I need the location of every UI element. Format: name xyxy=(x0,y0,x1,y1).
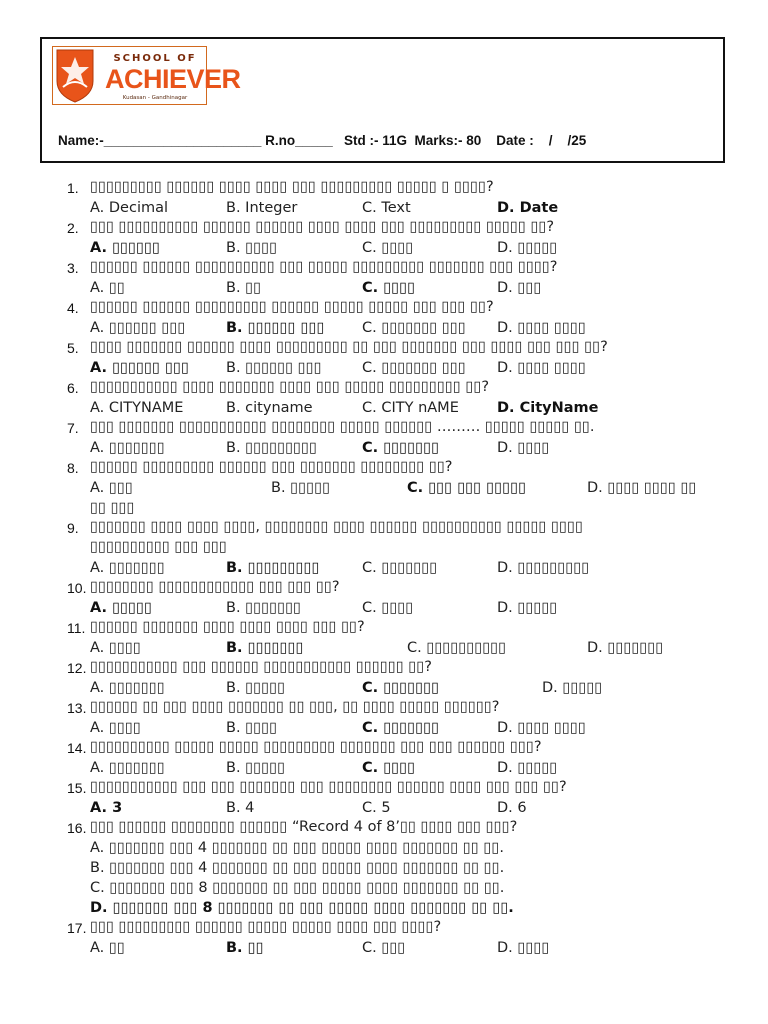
option-letter: A. xyxy=(90,480,109,496)
option-letter: A. xyxy=(90,280,109,296)
option-d xyxy=(587,480,696,496)
option-text: ▯▯ xyxy=(247,940,264,956)
option-text: Decimal xyxy=(108,200,169,216)
question-text: ▯▯▯▯▯▯▯▯▯▯▯ ▯▯▯▯ ▯▯▯▯▯▯▯ ▯▯▯▯ ▯▯▯ ▯▯▯▯▯ ▯▯▯▯▯▯▯▯▯ ▯▯? xyxy=(90,379,490,395)
option-letter: C. xyxy=(407,640,427,656)
question-number: 7. xyxy=(67,420,79,436)
option-text: ▯▯▯▯ ▯▯▯▯ xyxy=(517,320,586,336)
option-a xyxy=(90,640,141,656)
question-number: 2. xyxy=(67,220,79,236)
option-b xyxy=(226,320,324,336)
option-text: ▯▯▯▯▯▯▯▯▯ xyxy=(245,440,317,456)
option-letter: D. xyxy=(497,440,518,456)
option-b xyxy=(226,800,254,816)
option-c xyxy=(362,600,413,616)
question-text: ▯▯▯▯▯▯ ▯▯▯▯▯▯▯ ▯▯▯▯ ▯▯▯▯ ▯▯▯▯ ▯▯▯ ▯▯? xyxy=(90,619,365,635)
question-number: 13. xyxy=(67,700,87,716)
option-text: ▯▯▯▯▯▯▯ xyxy=(383,440,440,456)
option-a xyxy=(90,680,165,696)
option-c xyxy=(362,680,439,696)
option-b xyxy=(226,360,322,376)
option-d xyxy=(497,940,549,956)
option-c xyxy=(362,940,405,956)
option-text: ▯▯▯▯ xyxy=(108,720,141,736)
question-number: 8. xyxy=(67,460,79,476)
option-letter: B. xyxy=(226,800,246,816)
option-d xyxy=(497,400,598,416)
option-letter: A. xyxy=(90,840,109,856)
option-letter: B. xyxy=(226,940,248,956)
question-text: ▯▯▯▯▯▯▯▯▯▯ ▯▯▯▯▯ ▯▯▯▯▯ ▯▯▯▯▯▯▯▯▯ ▯▯▯▯▯▯▯ ▯▯▯ ▯▯▯ ▯▯▯▯▯▯ ▯▯▯? xyxy=(90,739,542,755)
option-a xyxy=(90,940,125,956)
option-text: Text xyxy=(381,200,411,216)
option-d xyxy=(497,440,549,456)
option-c xyxy=(362,360,466,376)
option-text: ▯▯▯▯▯▯▯ xyxy=(108,760,165,776)
option-letter: B. xyxy=(226,720,246,736)
question-text: ▯▯▯ ▯▯▯▯▯▯ ▯▯▯▯▯▯▯▯ ▯▯▯▯▯▯ “Record 4 of 8’▯▯ ▯▯▯▯ ▯▯▯ ▯▯▯? xyxy=(90,819,518,835)
option-text: ▯▯▯▯▯ xyxy=(245,680,286,696)
option-letter: A. xyxy=(90,200,109,216)
option-letter: D. xyxy=(497,760,518,776)
option-text: CITYNAME xyxy=(108,400,184,416)
option-text: ▯▯▯▯ xyxy=(381,240,414,256)
option-text: ▯▯▯▯▯▯▯▯▯ xyxy=(517,560,590,576)
option-letter: D. xyxy=(587,640,608,656)
question-number: 1. xyxy=(67,180,79,196)
option-letter: C. xyxy=(362,440,384,456)
option-letter: A. xyxy=(90,600,113,616)
option-a xyxy=(90,200,168,216)
option-letter: A. xyxy=(90,760,109,776)
option-b xyxy=(271,480,330,496)
option-d xyxy=(497,320,586,336)
option-text: ▯▯ xyxy=(108,940,125,956)
option-text: ▯▯▯▯▯ xyxy=(562,680,603,696)
option-b xyxy=(226,640,303,656)
question-text: ▯▯▯▯▯▯▯▯▯▯▯ ▯▯▯ ▯▯▯▯▯▯ ▯▯▯▯▯▯▯▯▯▯▯ ▯▯▯▯▯▯ ▯▯? xyxy=(90,659,432,675)
option-letter: A. xyxy=(90,720,109,736)
question-number: 12. xyxy=(67,660,87,676)
option-text: ▯▯▯▯▯ xyxy=(290,480,331,496)
option-b xyxy=(226,400,313,416)
option-letter: D. xyxy=(497,940,518,956)
option-c xyxy=(362,760,415,776)
question-text: ▯▯▯▯▯▯▯▯▯ ▯▯▯▯▯▯ ▯▯▯▯ ▯▯▯▯ ▯▯▯ ▯▯▯▯▯▯▯▯▯ ▯▯▯▯▯ ▯ ▯▯▯▯? xyxy=(90,179,494,195)
option-text: ▯▯▯▯▯▯ ▯▯▯ xyxy=(245,360,322,376)
option-letter: D. xyxy=(497,400,520,416)
question-text-continued: ▯▯▯▯▯▯▯▯▯▯ ▯▯▯ ▯▯▯ xyxy=(90,539,227,555)
header-box xyxy=(40,37,725,163)
option-letter: B. xyxy=(226,240,246,256)
option-c xyxy=(362,800,391,816)
option-letter: C. xyxy=(362,720,384,736)
option-a xyxy=(90,720,141,736)
option-c xyxy=(407,480,526,496)
option-c xyxy=(362,240,413,256)
option-text: ▯▯▯▯▯ xyxy=(112,600,152,616)
option-letter: B. xyxy=(226,600,246,616)
option-letter: A. xyxy=(90,360,113,376)
question-text: ▯▯▯▯▯▯▯▯▯▯▯ ▯▯▯ ▯▯▯ ▯▯▯▯▯▯▯ ▯▯▯ ▯▯▯▯▯▯▯▯ ▯▯▯▯▯▯ ▯▯▯▯ ▯▯▯ ▯▯▯ ▯▯? xyxy=(90,779,567,795)
logo-school-of: SCHOOL OF xyxy=(113,53,197,64)
option-a xyxy=(90,760,165,776)
option-b xyxy=(226,600,301,616)
option-letter: C. xyxy=(362,800,382,816)
option-b xyxy=(226,240,277,256)
question-text: ▯▯▯▯▯▯ ▯▯ ▯▯▯ ▯▯▯▯ ▯▯▯▯▯▯▯ ▯▯ ▯▯▯, ▯▯ ▯▯▯▯ ▯▯▯▯▯ ▯▯▯▯▯▯? xyxy=(90,699,500,715)
option-letter: C. xyxy=(362,200,382,216)
question-number: 4. xyxy=(67,300,79,316)
option-text: ▯▯▯▯▯ xyxy=(517,760,558,776)
option-text: ▯▯▯▯ xyxy=(245,720,278,736)
option-d xyxy=(587,640,663,656)
option-text: Integer xyxy=(245,200,298,216)
option-letter: D. xyxy=(497,560,518,576)
option-text: Date xyxy=(519,200,559,216)
option-c xyxy=(362,440,439,456)
option-b xyxy=(226,760,285,776)
option-text: ▯▯▯ xyxy=(381,940,406,956)
option-text: ▯▯ xyxy=(108,280,125,296)
option-letter: B. xyxy=(271,480,291,496)
student-info-line: Name:-_____________________ R.no_____ Std :- 11G Marks:- 80 Date : / /25 xyxy=(58,133,587,148)
option-text: ▯▯▯▯ ▯▯▯▯ xyxy=(517,720,586,736)
option-text: ▯▯ xyxy=(245,280,262,296)
option-letter: C. xyxy=(90,880,110,896)
option-text: ▯▯▯▯▯▯▯ xyxy=(108,440,165,456)
option-text: ▯▯▯▯ xyxy=(383,280,416,296)
question-number: 15. xyxy=(67,780,87,796)
option-letter: A. xyxy=(90,440,109,456)
option-letter: C. xyxy=(362,320,382,336)
option-d xyxy=(542,680,602,696)
option-letter: C. xyxy=(362,600,382,616)
option-text: ▯▯▯▯▯▯▯▯▯▯ xyxy=(426,640,507,656)
option-text: ▯▯▯▯▯▯▯ ▯▯▯ xyxy=(381,320,466,336)
option-letter: D. xyxy=(587,480,608,496)
option-text: ▯▯▯▯▯▯▯ ▯▯▯ 8 ▯▯▯▯▯▯▯ ▯▯ ▯▯▯ ▯▯▯▯▯ ▯▯▯▯ ▯▯▯▯▯▯▯ ▯▯ ▯▯. xyxy=(112,900,514,916)
option-c xyxy=(407,640,506,656)
option-letter: C. xyxy=(362,940,382,956)
option-text: ▯▯▯▯▯▯▯ xyxy=(247,640,304,656)
option-letter: B. xyxy=(226,560,248,576)
option-letter: D. xyxy=(497,360,518,376)
option-b xyxy=(226,440,317,456)
option-text: ▯▯▯▯ xyxy=(517,440,550,456)
option-letter: D. xyxy=(90,900,113,916)
option-a xyxy=(90,440,165,456)
option-letter: B. xyxy=(226,680,246,696)
option-text: 3 xyxy=(112,800,123,816)
question-text: ▯▯▯ ▯▯▯▯▯▯▯▯▯▯ ▯▯▯▯▯▯ ▯▯▯▯▯▯ ▯▯▯▯ ▯▯▯▯ ▯▯▯ ▯▯▯▯▯▯▯▯▯ ▯▯▯▯▯ ▯▯? xyxy=(90,219,555,235)
option-text: ▯▯▯▯ xyxy=(245,240,278,256)
option-a xyxy=(90,600,152,616)
logo-achiever: ACHIEVER xyxy=(105,64,241,94)
question-number: 9. xyxy=(67,520,79,536)
option-letter: A. xyxy=(90,680,109,696)
question-text: ▯▯▯▯▯▯ ▯▯▯▯▯▯ ▯▯▯▯▯▯▯▯▯ ▯▯▯▯▯▯ ▯▯▯▯▯ ▯▯▯▯▯ ▯▯▯ ▯▯▯ ▯▯? xyxy=(90,299,494,315)
option-letter: B. xyxy=(226,280,246,296)
option-letter: B. xyxy=(226,440,246,456)
option-text: ▯▯▯▯▯▯▯ ▯▯▯ 4 ▯▯▯▯▯▯▯ ▯▯ ▯▯▯ ▯▯▯▯▯ ▯▯▯▯ ▯▯▯▯▯▯▯ ▯▯ ▯▯. xyxy=(109,860,505,876)
question-text: ▯▯▯▯▯▯▯▯ ▯▯▯▯▯▯▯▯▯▯▯▯ ▯▯▯ ▯▯▯ ▯▯? xyxy=(90,579,340,595)
option-letter: C. xyxy=(362,680,384,696)
question-text: ▯▯▯▯ ▯▯▯▯▯▯▯ ▯▯▯▯▯▯ ▯▯▯▯ ▯▯▯▯▯▯▯▯▯ ▯▯ ▯▯▯ ▯▯▯▯▯▯▯ ▯▯▯ ▯▯▯▯ ▯▯▯ ▯▯▯ ▯▯? xyxy=(90,339,608,355)
option-d xyxy=(497,360,586,376)
option-letter: D. xyxy=(497,720,518,736)
option-letter: D. xyxy=(497,280,518,296)
option-letter: C. xyxy=(407,480,429,496)
option-text: ▯▯▯▯▯▯ xyxy=(112,240,160,256)
question-number: 16. xyxy=(67,820,87,836)
option-text: ▯▯▯▯▯▯ ▯▯▯ xyxy=(108,320,186,336)
option-d xyxy=(497,800,527,816)
question-number: 14. xyxy=(67,740,87,756)
option-text: 4 xyxy=(245,800,255,816)
option-letter: A. xyxy=(90,640,109,656)
option-a xyxy=(90,320,185,336)
option-text: ▯▯▯▯▯ xyxy=(517,240,558,256)
option-text: ▯▯▯▯▯▯▯ ▯▯▯ 4 ▯▯▯▯▯▯▯ ▯▯ ▯▯▯ ▯▯▯▯▯ ▯▯▯▯ ▯▯▯▯▯▯▯ ▯▯ ▯▯. xyxy=(108,840,504,856)
option-a xyxy=(90,280,125,296)
option-c xyxy=(362,280,415,296)
option-c xyxy=(362,400,459,416)
question-number: 6. xyxy=(67,380,79,396)
option-b xyxy=(226,680,285,696)
option-letter: C. xyxy=(362,760,384,776)
option-letter: A. xyxy=(90,400,109,416)
option-text: ▯▯▯▯▯▯▯ xyxy=(108,560,165,576)
option-text: ▯▯▯▯▯▯▯ xyxy=(245,600,302,616)
option-text: ▯▯▯▯▯▯ ▯▯▯ xyxy=(247,320,325,336)
option-letter: A. xyxy=(90,320,109,336)
option-letter: D. xyxy=(542,680,563,696)
option-letter: D. xyxy=(497,600,518,616)
option-c xyxy=(362,200,411,216)
question-text: ▯▯▯ ▯▯▯▯▯▯▯ ▯▯▯▯▯▯▯▯▯▯▯ ▯▯▯▯▯▯▯▯ ▯▯▯▯▯ ▯▯▯▯▯▯ ……… ▯▯▯▯▯ ▯▯▯▯▯ ▯▯. xyxy=(90,419,595,435)
option-c xyxy=(90,880,504,896)
option-letter: C. xyxy=(362,280,384,296)
option-d xyxy=(497,720,586,736)
option-a xyxy=(90,560,165,576)
option-text: ▯▯▯▯ ▯▯▯▯ ▯▯ xyxy=(607,480,697,496)
option-text: ▯▯▯▯ ▯▯▯▯ xyxy=(517,360,586,376)
option-b xyxy=(226,560,319,576)
question-number: 5. xyxy=(67,340,79,356)
option-letter: A. xyxy=(90,800,113,816)
option-text: ▯▯▯▯ xyxy=(383,760,416,776)
option-letter: D. xyxy=(497,240,518,256)
option-text: ▯▯▯ xyxy=(517,280,542,296)
option-letter: A. xyxy=(90,940,109,956)
option-letter: B. xyxy=(226,640,248,656)
question-text: ▯▯▯ ▯▯▯▯▯▯▯▯▯ ▯▯▯▯▯▯ ▯▯▯▯▯ ▯▯▯▯▯ ▯▯▯▯ ▯▯▯ ▯▯▯▯? xyxy=(90,919,442,935)
option-letter: C. xyxy=(362,240,382,256)
option-text: 5 xyxy=(381,800,391,816)
option-b xyxy=(226,280,261,296)
option-a xyxy=(90,240,160,256)
option-a xyxy=(90,800,122,816)
logo-location: Kudasan - Gandhinagar xyxy=(122,95,188,101)
option-text: ▯▯▯▯▯▯▯ xyxy=(383,680,440,696)
option-letter: A. xyxy=(90,560,109,576)
option-text: ▯▯▯▯▯ xyxy=(517,600,558,616)
option-b xyxy=(226,200,297,216)
option-text: ▯▯▯▯▯ xyxy=(245,760,286,776)
option-text: ▯▯▯▯▯▯▯ xyxy=(381,560,438,576)
option-a xyxy=(90,400,183,416)
option-text: ▯▯▯▯▯▯ ▯▯▯ xyxy=(112,360,189,376)
option-a xyxy=(90,480,133,496)
option-letter: B. xyxy=(226,320,248,336)
school-logo xyxy=(52,46,241,105)
option-a xyxy=(90,840,504,856)
option-d xyxy=(497,600,557,616)
option-text: ▯▯▯ ▯▯▯ ▯▯▯▯▯ xyxy=(428,480,527,496)
option-letter: D. xyxy=(497,800,518,816)
option-c xyxy=(362,720,439,736)
option-text: ▯▯▯▯▯▯▯ ▯▯▯ xyxy=(381,360,466,376)
option-text: CITY nAME xyxy=(381,400,459,416)
option-a xyxy=(90,360,189,376)
option-d xyxy=(90,900,514,916)
shield-emblem-icon xyxy=(53,47,98,104)
option-c xyxy=(362,320,466,336)
option-text: ▯▯▯▯ xyxy=(108,640,141,656)
option-letter: C. xyxy=(362,560,382,576)
option-letter: D. xyxy=(497,200,520,216)
option-text: ▯▯▯▯▯▯▯▯▯ xyxy=(247,560,320,576)
question-text: ▯▯▯▯▯▯ ▯▯▯▯▯▯ ▯▯▯▯▯▯▯▯▯▯ ▯▯▯ ▯▯▯▯▯ ▯▯▯▯▯▯▯▯▯ ▯▯▯▯▯▯▯ ▯▯▯ ▯▯▯▯? xyxy=(90,259,558,275)
option-text: 6 xyxy=(517,800,527,816)
option-letter: B. xyxy=(226,760,246,776)
option-letter: B. xyxy=(226,400,246,416)
question-text: ▯▯▯▯▯▯ ▯▯▯▯▯▯▯▯▯ ▯▯▯▯▯▯ ▯▯▯ ▯▯▯▯▯▯▯ ▯▯▯▯▯▯▯▯ ▯▯? xyxy=(90,459,453,475)
option-text: ▯▯▯▯ xyxy=(381,600,414,616)
option-d xyxy=(497,560,589,576)
option-b xyxy=(226,720,277,736)
option-d xyxy=(497,200,558,216)
option-text: ▯▯▯▯▯▯▯ xyxy=(607,640,664,656)
option-letter: A. xyxy=(90,240,113,256)
option-b xyxy=(90,860,504,876)
option-text: ▯▯▯▯▯▯▯ xyxy=(108,680,165,696)
option-letter: C. xyxy=(362,360,382,376)
question-number: 17. xyxy=(67,920,87,936)
option-d xyxy=(497,760,557,776)
option-letter: B. xyxy=(226,200,246,216)
question-number: 3. xyxy=(67,260,79,276)
option-d xyxy=(497,240,557,256)
option-text: CityName xyxy=(519,400,599,416)
question-text: ▯▯▯▯▯▯▯ ▯▯▯▯ ▯▯▯▯ ▯▯▯▯, ▯▯▯▯▯▯▯▯ ▯▯▯▯ ▯▯▯▯▯▯ ▯▯▯▯▯▯▯▯▯▯ ▯▯▯▯▯ ▯▯▯▯ xyxy=(90,519,583,535)
question-number: 10. xyxy=(67,580,87,596)
option-d-continued: ▯▯ ▯▯▯ xyxy=(90,500,135,516)
option-letter: C. xyxy=(362,400,382,416)
question-number: 11. xyxy=(67,620,86,636)
option-d xyxy=(497,280,541,296)
option-text: cityname xyxy=(245,400,313,416)
option-letter: B. xyxy=(90,860,110,876)
option-text: ▯▯▯▯▯▯▯ xyxy=(383,720,440,736)
option-letter: B. xyxy=(226,360,246,376)
option-c xyxy=(362,560,437,576)
option-text: ▯▯▯▯▯▯▯ ▯▯▯ 8 ▯▯▯▯▯▯▯ ▯▯ ▯▯▯ ▯▯▯▯▯ ▯▯▯▯ ▯▯▯▯▯▯▯ ▯▯ ▯▯. xyxy=(109,880,505,896)
option-letter: D. xyxy=(497,320,518,336)
option-text: ▯▯▯▯ xyxy=(517,940,550,956)
option-text: ▯▯▯ xyxy=(108,480,133,496)
option-b xyxy=(226,940,264,956)
